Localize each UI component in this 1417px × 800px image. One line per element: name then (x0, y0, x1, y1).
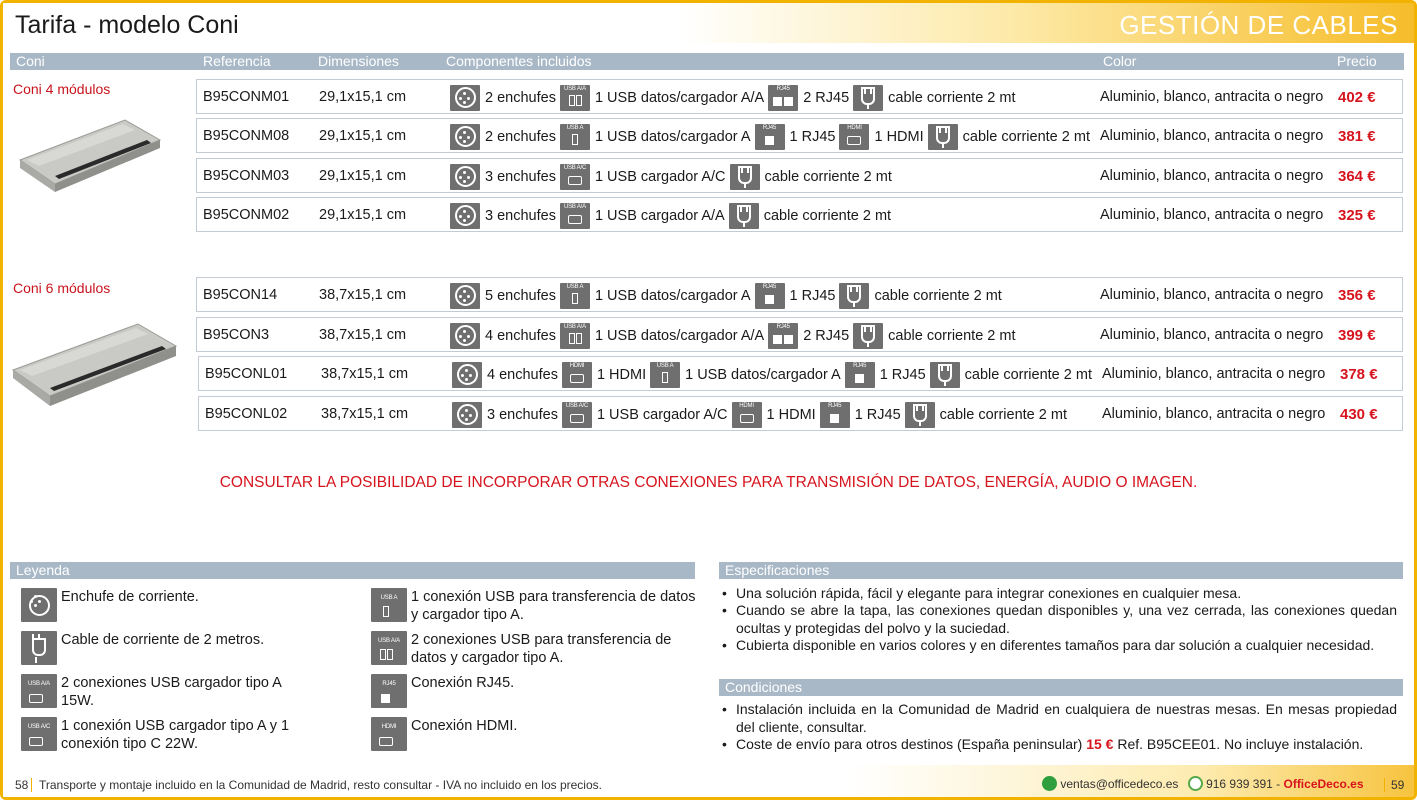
icon-label: RJ45 (762, 283, 777, 290)
price-cell: 378 € (1340, 366, 1378, 383)
section-title: GESTIÓN DE CABLES (1119, 10, 1398, 40)
condition-text-2b: Ref. B95CEE01. No incluye instalación. (1117, 736, 1364, 752)
components-cell (452, 401, 1071, 428)
icon-label: HDMI (847, 124, 862, 131)
footer-email[interactable]: ventas@officedeco.es (1060, 777, 1179, 791)
table-row (196, 317, 1403, 352)
component-text: 1 USB cargador A/A (594, 207, 725, 224)
condition-item-1: • Instalación incluida en la Comunidad de Madrid en cualquiera de nuestras mesas. En mesas propiedad del cliente, consultar. (722, 701, 1397, 735)
table-row (196, 118, 1403, 153)
spec-text: Cubierta disponible en varios colores y en diferentes tamaños para dar solución a cualquier necesidad. (736, 637, 1375, 653)
hdmi-icon (732, 402, 762, 428)
socket-icon (450, 283, 480, 309)
component-text: 3 enchufes (487, 406, 558, 423)
legend-text: 1 conexión USB para transferencia de datos y cargador tipo A. (411, 589, 696, 623)
page-number-left: 58 (15, 778, 29, 792)
socket-icon (450, 124, 480, 150)
conditions-header: Condiciones (719, 679, 1403, 696)
components-cell (450, 202, 895, 229)
reference-cell: B95CON14 (203, 287, 278, 303)
top-banner (3, 3, 1414, 43)
icon-label: USB A/C (565, 402, 589, 409)
component-text: 1 USB cargador A/C (594, 168, 726, 185)
spec-text: Una solución rápida, fácil y elegante para integrar conexiones en cualquier mesa. (736, 585, 1242, 601)
component-text: 4 enchufes (487, 366, 558, 383)
component-text: 1 HDMI (874, 128, 924, 145)
product-image-coni-4 (15, 112, 165, 196)
plug-icon (928, 124, 958, 150)
icon-label: USB A (656, 362, 674, 369)
icon-label: USB A/C (27, 724, 51, 730)
component-text: 2 RJ45 (803, 327, 850, 344)
icon-label: RJ45 (382, 681, 396, 687)
dimensions-cell: 29,1x15,1 cm (319, 89, 407, 105)
reference-cell: B95CONM03 (203, 168, 290, 184)
plug-icon (21, 631, 57, 665)
rj45-icon (755, 283, 785, 309)
table-row (196, 158, 1403, 193)
group-label-4: Coni 4 módulos (13, 81, 111, 97)
dimensions-cell: 38,7x15,1 cm (319, 287, 407, 303)
legend-item (21, 631, 341, 671)
condition-text-1: Instalación incluida en la Comunidad de Madrid en cualquiera de nuestras mesas. En mesas propiedad del cliente, consultar. (736, 701, 1397, 735)
page-title: Tarifa - modelo Coni (15, 11, 239, 39)
icon-label: RJ45 (776, 323, 790, 330)
rj45-icon (371, 674, 407, 708)
price-cell: 399 € (1338, 327, 1376, 344)
spec-item: • Cuando se abre la tapa, las conexiones quedan disponibles y, una vez cerrada, las conexiones quedan ocultas y protegidas del polvo y la suciedad. (722, 602, 1397, 636)
dimensions-cell: 38,7x15,1 cm (321, 366, 409, 382)
usb-charger-aa-icon (560, 203, 590, 229)
usb-charger-aa-icon (21, 674, 57, 708)
table-row (196, 277, 1403, 312)
icon-label: RJ45 (762, 124, 777, 131)
components-cell (452, 361, 1096, 388)
legend-text: Cable de corriente de 2 metros. (61, 632, 265, 648)
legend-item (371, 588, 696, 628)
component-text: 1 USB datos/cargador A (594, 287, 751, 304)
component-text: 1 USB datos/cargador A/A (594, 89, 765, 106)
plug-icon (853, 85, 883, 111)
plug-icon (729, 203, 759, 229)
socket-icon (21, 588, 57, 622)
legend-item (21, 674, 341, 714)
price-cell: 381 € (1338, 128, 1376, 145)
dimensions-cell: 38,7x15,1 cm (321, 406, 409, 422)
legend-text: Conexión HDMI. (411, 718, 518, 734)
rj45-icon (845, 362, 875, 388)
price-cell: 364 € (1338, 168, 1376, 185)
color-cell: Aluminio, blanco, antracita o negro (1100, 287, 1324, 303)
component-text: cable corriente 2 mt (888, 327, 1016, 344)
component-text: cable corriente 2 mt (962, 128, 1090, 145)
legend-text: 2 conexiones USB cargador tipo A 15W. (61, 675, 282, 709)
color-cell: Aluminio, blanco, antracita o negro (1102, 366, 1326, 382)
price-cell: 356 € (1338, 287, 1376, 304)
condition-item-2: • Coste de envío para otros destinos (España peninsular) 15 € Ref. B95CEE01. No incluye instalación. (722, 736, 1364, 752)
color-cell: Aluminio, blanco, antracita o negro (1100, 207, 1324, 223)
legend-item (371, 717, 696, 757)
usb-a-icon (560, 124, 590, 150)
components-cell (450, 282, 1006, 309)
usb-a-icon (650, 362, 680, 388)
legend-header: Leyenda (10, 562, 695, 579)
socket-icon (450, 85, 480, 111)
col-name: Coni (16, 53, 45, 69)
socket-icon (452, 362, 482, 388)
component-text: 1 HDMI (766, 406, 816, 423)
dimensions-cell: 29,1x15,1 cm (319, 168, 407, 184)
plug-icon (839, 283, 869, 309)
legend-text: 2 conexiones USB para transferencia de datos y cargador tipo A. (411, 632, 672, 666)
components-cell (450, 123, 1094, 150)
component-text: cable corriente 2 mt (763, 207, 892, 224)
legend-item (21, 717, 341, 757)
components-cell (450, 163, 896, 190)
col-price: Precio (1337, 53, 1377, 69)
color-cell: Aluminio, blanco, antracita o negro (1100, 168, 1324, 184)
usb-ac-icon (560, 164, 590, 190)
legend-item (371, 674, 696, 714)
table-header (10, 53, 1404, 70)
hdmi-icon (839, 124, 869, 150)
components-cell (450, 84, 1020, 111)
plug-icon (853, 323, 883, 349)
specs-header: Especificaciones (719, 562, 1403, 579)
usb-aa-icon (560, 85, 590, 111)
usb-aa-icon (371, 631, 407, 665)
icon-label: USB A (566, 124, 584, 131)
product-image-coni-6 (8, 318, 180, 414)
table-row (198, 356, 1403, 391)
icon-label: HDMI (569, 362, 585, 369)
usb-aa-icon (560, 323, 590, 349)
hdmi-icon (371, 717, 407, 751)
price-cell: 430 € (1340, 406, 1378, 423)
legend-text: Conexión RJ45. (411, 675, 515, 691)
component-text: 2 enchufes (485, 89, 556, 106)
col-ref: Referencia (203, 53, 271, 69)
table-row (198, 396, 1403, 431)
icon-label: USB A/A (378, 638, 400, 644)
icon-label: RJ45 (776, 85, 790, 92)
phone-icon (1188, 776, 1203, 791)
component-text: 1 HDMI (596, 366, 647, 383)
socket-icon (452, 402, 482, 428)
notice: CONSULTAR LA POSIBILIDAD DE INCORPORAR OTRAS CONEXIONES PARA TRANSMISIÓN DE DATOS, ENERGÍA, AUDIO O IMAGEN. (219, 474, 1198, 491)
dimensions-cell: 29,1x15,1 cm (319, 128, 407, 144)
icon-label: USB A (566, 283, 584, 290)
reference-cell: B95CONM08 (203, 128, 290, 144)
reference-cell: B95CONM01 (203, 89, 290, 105)
footer-phone[interactable]: 916 939 391 (1206, 777, 1273, 791)
rj45-icon (820, 402, 850, 428)
component-text: 2 RJ45 (803, 89, 850, 106)
shipping-price: 15 € (1086, 736, 1114, 752)
legend-item (371, 631, 696, 671)
legend-text: Enchufe de corriente. (61, 589, 199, 605)
icon-label: HDMI (739, 402, 754, 409)
plug-icon (930, 362, 960, 388)
footer-separator: - (1276, 777, 1281, 791)
condition-text-2: Coste de envío para otros destinos (España peninsular) (736, 736, 1083, 752)
icon-label: USB A/A (563, 203, 586, 210)
legend-item (21, 588, 341, 628)
color-cell: Aluminio, blanco, antracita o negro (1100, 128, 1324, 144)
icon-label: USB A/A (563, 85, 586, 92)
component-text: 5 enchufes (485, 287, 556, 304)
icon-label: RJ45 (828, 402, 842, 409)
component-text: cable corriente 2 mt (888, 89, 1016, 106)
component-text: 1 RJ45 (854, 406, 901, 423)
component-text: 1 RJ45 (789, 128, 836, 145)
page-number-right: 59 (1384, 778, 1404, 792)
reference-cell: B95CONL01 (205, 366, 288, 382)
footer-contact (1042, 776, 1364, 791)
usb-a-icon (371, 588, 407, 622)
component-text: 1 USB datos/cargador A (594, 128, 751, 145)
brand-logo[interactable]: OfficeDeco.es (1283, 777, 1364, 791)
rj45-double-icon (768, 323, 798, 349)
reference-cell: B95CON3 (203, 327, 270, 343)
price-cell: 402 € (1338, 89, 1376, 106)
color-cell: Aluminio, blanco, antracita o negro (1100, 327, 1324, 343)
reference-cell: B95CONM02 (203, 207, 290, 223)
socket-icon (450, 203, 480, 229)
table-row (196, 79, 1403, 114)
icon-label: RJ45 (853, 362, 867, 369)
table-row (196, 197, 1403, 232)
dimensions-cell: 29,1x15,1 cm (319, 207, 407, 223)
component-text: 1 USB cargador A/C (596, 406, 728, 423)
component-text: 4 enchufes (485, 327, 556, 344)
socket-icon (450, 164, 480, 190)
icon-label: USB A/A (28, 681, 50, 687)
rj45-icon (755, 124, 785, 150)
component-text: 1 USB datos/cargador A (685, 366, 841, 383)
usb-a-icon (560, 283, 590, 309)
footer-note: Transporte y montaje incluido en la Comunidad de Madrid, resto consultar - IVA no incluido en los precios. (31, 778, 602, 792)
spec-item: • Cubierta disponible en varios colores y en diferentes tamaños para dar solución a cualquier necesidad. (722, 637, 1397, 655)
plug-icon (905, 402, 935, 428)
component-text: cable corriente 2 mt (964, 366, 1092, 383)
col-dim: Dimensiones (318, 53, 399, 69)
component-text: cable corriente 2 mt (939, 406, 1067, 423)
icon-label: USB A/A (563, 323, 586, 330)
col-components: Componentes incluidos (446, 53, 592, 69)
plug-icon (730, 164, 760, 190)
hdmi-icon (562, 362, 592, 388)
component-text: 3 enchufes (485, 168, 556, 185)
usb-ac-icon (562, 402, 592, 428)
reference-cell: B95CONL02 (205, 406, 288, 422)
component-text: 1 USB datos/cargador A/A (594, 327, 765, 344)
component-text: cable corriente 2 mt (874, 287, 1002, 304)
component-text: 1 RJ45 (879, 366, 926, 383)
rj45-double-icon (768, 85, 798, 111)
icon-label: USB A/C (563, 164, 587, 171)
component-text: 2 enchufes (485, 128, 556, 145)
dimensions-cell: 38,7x15,1 cm (319, 327, 407, 343)
group-label-6: Coni 6 módulos (13, 280, 111, 296)
component-text: 1 RJ45 (789, 287, 836, 304)
icon-label: USB A (380, 595, 398, 601)
whatsapp-icon (1042, 776, 1057, 791)
color-cell: Aluminio, blanco, antracita o negro (1100, 89, 1324, 105)
color-cell: Aluminio, blanco, antracita o negro (1102, 406, 1326, 422)
component-text: 3 enchufes (485, 207, 556, 224)
spec-text: Cuando se abre la tapa, las conexiones quedan disponibles y, una vez cerrada, las conexiones quedan ocultas y protegidas del polvo y la suciedad. (736, 602, 1397, 636)
price-cell: 325 € (1338, 207, 1376, 224)
spec-item: • Una solución rápida, fácil y elegante para integrar conexiones en cualquier mesa. (722, 585, 1397, 603)
usb-ac-icon (21, 717, 57, 751)
col-color: Color (1103, 53, 1137, 69)
component-text: cable corriente 2 mt (764, 168, 892, 185)
socket-icon (450, 323, 480, 349)
icon-label: HDMI (381, 724, 397, 730)
components-cell (450, 322, 1020, 349)
legend-text: 1 conexión USB cargador tipo A y 1 conexión tipo C 22W. (61, 718, 290, 752)
